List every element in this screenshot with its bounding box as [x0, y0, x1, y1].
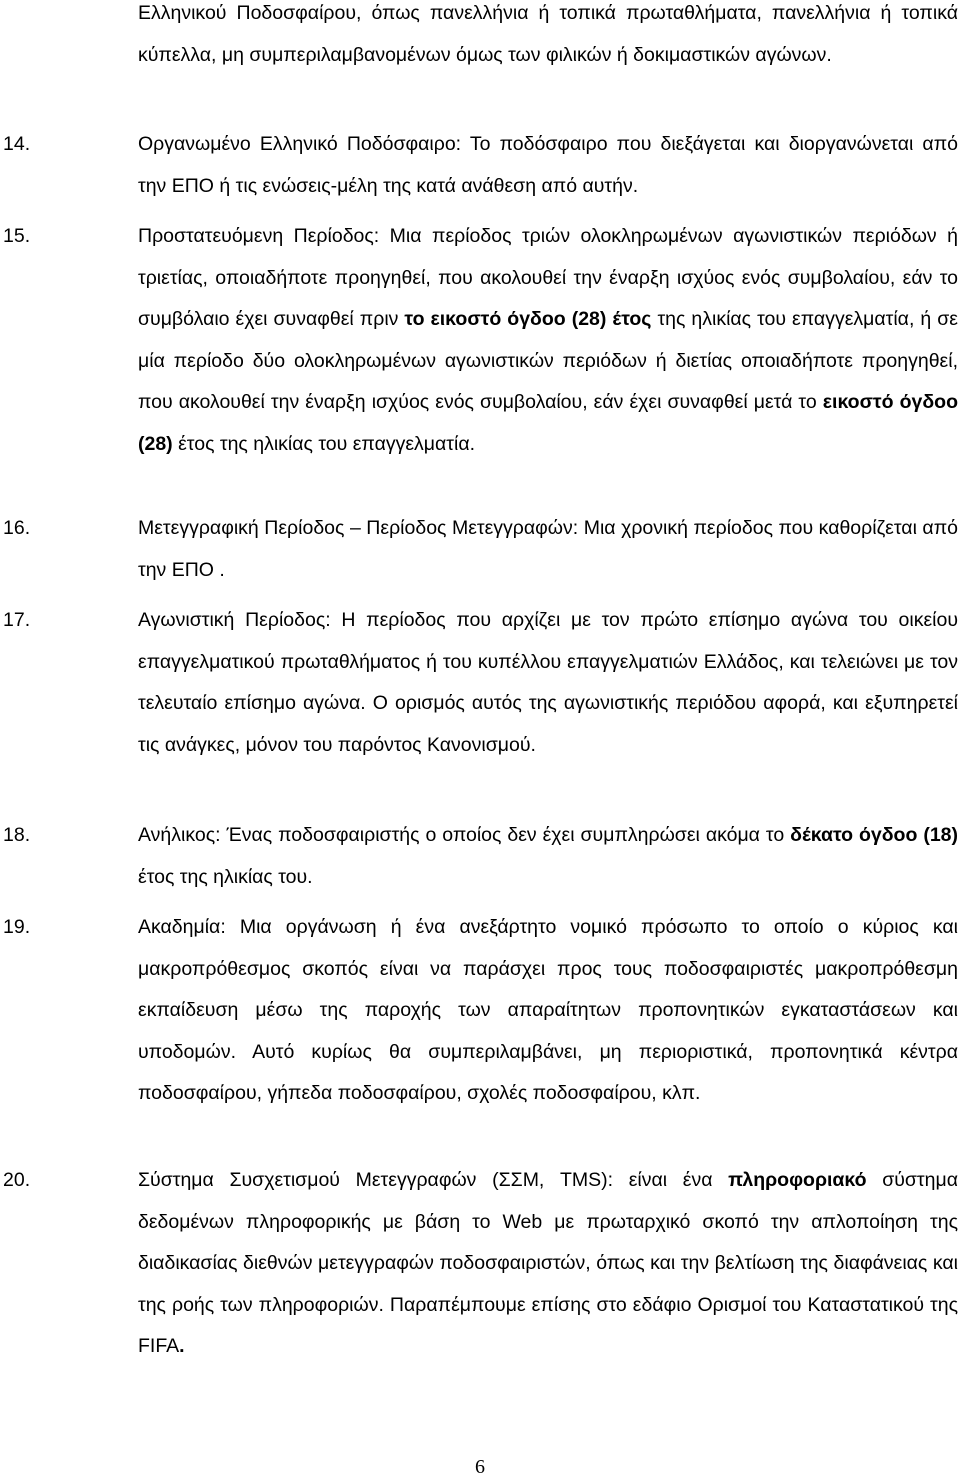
definition-text: έτος της ηλικίας του.	[138, 865, 313, 888]
item-number: 18.	[3, 824, 31, 846]
definition-text: Ακαδημία: Μια οργάνωση ή ένα ανεξάρτητο νομικό πρόσωπο το οποίο ο κύριος και μακροπρόθεσμος σκοπός είναι να παράσχει προς τους ποδοσφαιριστές μακροπρόθεσμη εκπαίδευση μέσω της παροχής των απαραίτητων προπονητικών εγκαταστάσεων και υποδομών. Αυτό κυρίως θα συμπεριλαμβάνει, μη περιοριστικά, προπονητικά κέντρα ποδοσφαίρου, γήπεδα ποδοσφαίρου, σχολές ποδοσφαίρου, κλπ.	[138, 916, 958, 1104]
bold-phrase: το εικοστό όγδοο (28) έτος	[404, 308, 652, 330]
definition-14	[138, 124, 958, 207]
definition-text: έτος της ηλικίας του επαγγελματία.	[172, 432, 476, 455]
bold-phrase: πληροφοριακό	[728, 1169, 867, 1191]
definition-17	[138, 600, 958, 766]
bold-phrase: εικοστό όγδοο (28)	[138, 391, 958, 455]
bold-phrase: .	[179, 1335, 185, 1357]
definition-text: Ανήλικος: Ένας ποδοσφαιριστής ο οποίος δεν έχει συμπληρώσει ακόμα το	[138, 824, 791, 846]
item-number: 17.	[3, 609, 31, 631]
continued-paragraph: Ελληνικού Ποδοσφαίρου, όπως πανελλήνια ή τοπικά πρωταθλήματα, πανελλήνια ή τοπικά κύπελλα, μη συμπεριλαμβανομένων όμως των φιλικών ή δοκιμαστικών αγώνων.	[138, 2, 958, 66]
definition-text: Σύστημα Συσχετισμού Μετεγγραφών (ΣΣΜ, TMS): είναι ένα	[138, 1169, 729, 1191]
item-number: 20.	[3, 1169, 31, 1191]
bold-phrase: δέκατο όγδοο (18)	[790, 824, 959, 846]
item-number: 15.	[3, 225, 31, 247]
definition-15	[138, 216, 958, 465]
definition-text: Μετεγγραφική Περίοδος – Περίοδος Μετεγγραφών: Μια χρονική περίοδος που καθορίζεται από την ΕΠΟ .	[138, 517, 958, 581]
page-number: 6	[475, 1456, 485, 1478]
item-number: 14.	[3, 133, 31, 155]
definition-text: Οργανωμένο Ελληνικό Ποδόσφαιρο: Το ποδόσφαιρο που διεξάγεται και διοργανώνεται από την ΕΠΟ ή τις ενώσεις-μέλη της κατά ανάθεση από αυτήν.	[138, 133, 958, 197]
definition-19	[138, 907, 958, 1115]
definition-text: Αγωνιστική Περίοδος: Η περίοδος που αρχίζει με τον πρώτο επίσημο αγώνα του οικείου επαγγελματικού πρωταθλήματος ή του κυπέλλου επαγγελματιών Ελλάδος, και τελειώνει με τον τελευταίο επίσημο αγώνα. Ο ορισμός αυτός της αγωνιστικής περιόδου αφορά, και εξυπηρετεί τις ανάγκες, μόνον του παρόντος Κανονισμού.	[138, 609, 958, 756]
item-number: 16.	[3, 517, 31, 539]
definition-20	[138, 1160, 958, 1368]
item-number: 19.	[3, 916, 31, 938]
definition-16	[138, 508, 958, 591]
definition-text: Προστατευόμενη Περίοδος: Μια περίοδος τριών ολοκληρωμένων αγωνιστικών περιόδων ή τριετίας, οποιαδήποτε προηγηθεί, που ακολουθεί την έναρξη ισχύος ενός συμβολαίου, εάν το συμβόλαιο έχει συναφθεί πριν	[138, 225, 958, 330]
definition-text: της ηλικίας του επαγγελματία, ή σε μία περίοδο δύο ολοκληρωμένων αγωνιστικών περιόδων ή διετίας οποιαδήποτε προηγηθεί, που ακολουθεί την έναρξη ισχύος ενός συμβολαίου, εάν έχει συναφθεί μετά το	[138, 308, 958, 413]
definition-text: σύστημα δεδομένων πληροφορικής με βάση το Web με πρωταρχικό σκοπό την απλοποίηση της διαδικασίας διεθνών μετεγγραφών ποδοσφαιριστών, όπως και την βελτίωση της διαφάνειας και της ροής των πληροφοριών. Παραπέμπουμε επίσης στο εδάφιο Ορισμοί του Καταστατικού της FIFA	[138, 1169, 958, 1357]
definition-18	[138, 815, 958, 898]
